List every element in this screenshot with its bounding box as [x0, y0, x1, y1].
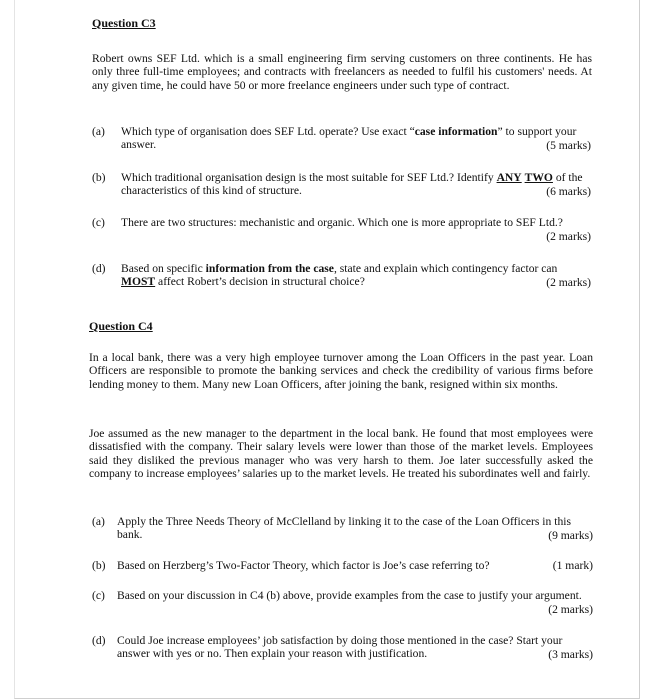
c3-c-marks: (2 marks) [546, 230, 591, 243]
c3-d-text: Based on specific information from the case, state and explain which contingency factor can MOST affect Robert’s decision in structural choice? [121, 262, 558, 289]
question-c4-paragraph-1: In a local bank, there was a very high employee turnover among the Loan Officers in the past year. Loan Officers are responsible to promote the banking services and check the credibility of various firms before lending money to them. Many new Loan Officers, after joining the bank, resigned within six months. [89, 351, 593, 391]
c4-b-label: (b) [92, 559, 106, 572]
c3-b-label: (b) [92, 171, 106, 184]
c3-a-marks: (5 marks) [546, 139, 591, 152]
c4-c-label: (c) [92, 589, 105, 602]
c4-d-marks: (3 marks) [548, 648, 593, 661]
question-c4-heading: Question C4 [89, 319, 153, 333]
c4-c-text: Based on your discussion in C4 (b) above, provide examples from the case to justify your argument. [117, 589, 582, 602]
c3-a-label: (a) [92, 125, 105, 138]
question-c3-heading: Question C3 [92, 16, 156, 30]
question-c3-intro: Robert owns SEF Ltd. which is a small engineering firm serving customers on three continents. He has only three full-time employees; and contracts with freelancers as needed to fulfil his customers' needs. At any given time, he could have 50 or more freelance engineers under such type of contract. [92, 52, 592, 92]
question-c4-paragraph-2: Joe assumed as the new manager to the department in the local bank. He found that most employees were dissatisfied with the company. Their salary levels were lower than those of the market levels. Employees said they disliked the previous manager who was very harsh to them. Joe later successfully asked the company to increase employees’ salaries up to the market levels. He treated his subordinates well and fairly. [89, 427, 593, 481]
c4-c-marks: (2 marks) [548, 603, 593, 616]
c3-d-marks: (2 marks) [546, 276, 591, 289]
c3-a-text: Which type of organisation does SEF Ltd. operate? Use exact “case information” to support your answer. [121, 125, 577, 152]
c4-d-label: (d) [92, 634, 106, 647]
c4-b-marks: (1 mark) [552, 559, 593, 572]
c4-a-label: (a) [92, 515, 105, 528]
c3-c-label: (c) [92, 216, 105, 229]
c3-d-label: (d) [92, 262, 106, 275]
c4-a-text: Apply the Three Needs Theory of McClelland by linking it to the case of the Loan Officers in this bank. [117, 515, 571, 542]
c3-c-text: There are two structures: mechanistic and organic. Which one is more appropriate to SEF Ltd.? [121, 216, 563, 229]
c3-b-text: Which traditional organisation design is the most suitable for SEF Ltd.? Identify ANY TWO of the characteristics of this kind of structure. [121, 171, 583, 198]
c4-d-text: Could Joe increase employees’ job satisfaction by doing those mentioned in the case? Start your answer with yes or no. Then explain your reason with justification. [117, 634, 563, 661]
c4-b-text: Based on Herzberg’s Two-Factor Theory, which factor is Joe’s case referring to? [117, 559, 490, 572]
c4-a-marks: (9 marks) [548, 529, 593, 542]
c3-b-marks: (6 marks) [546, 185, 591, 198]
